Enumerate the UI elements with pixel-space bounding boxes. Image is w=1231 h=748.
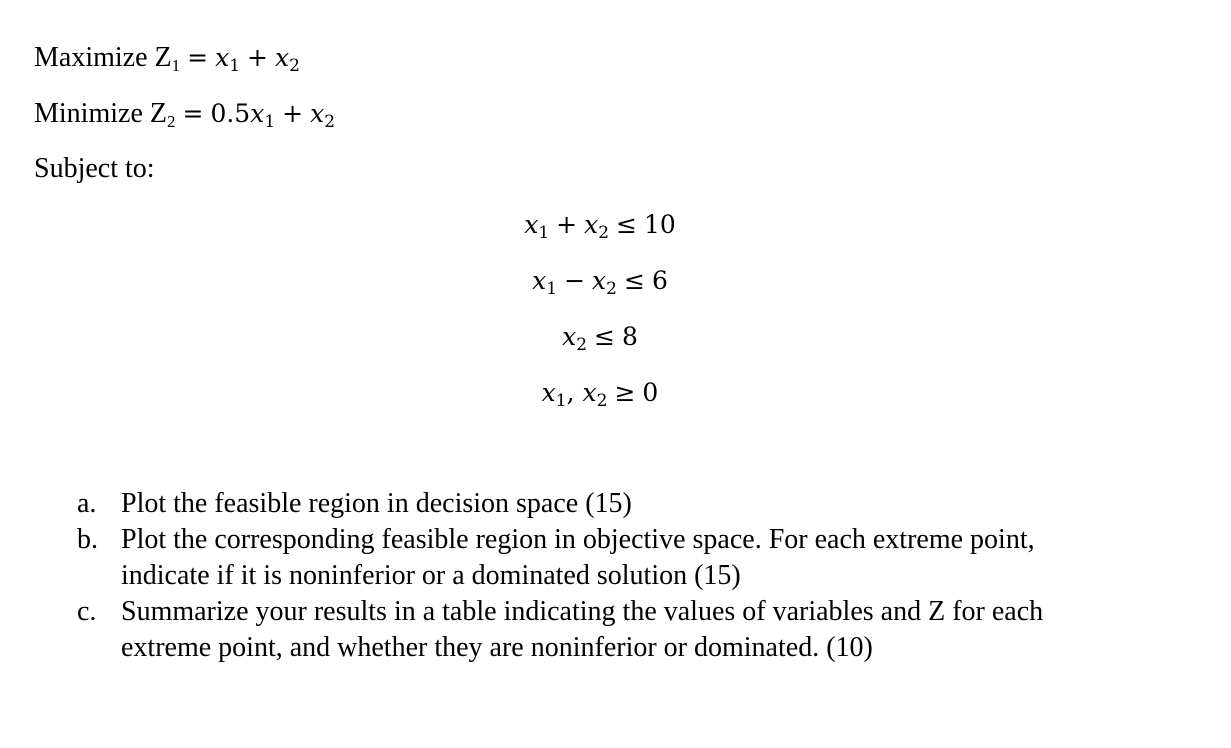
question-b-label: b.: [77, 524, 98, 555]
constraint-3: $x_2 \le 8$: [562, 322, 638, 355]
question-c-text: Summarize your results in a table indicating the values of variables and Z for each extreme point, and whether they are noninferior or dominated. (10): [121, 596, 1044, 663]
objective-max-sub: 1: [171, 56, 181, 75]
question-a-label: a.: [77, 488, 97, 519]
question-a-text: Plot the feasible region in decision space (15): [121, 488, 632, 519]
objective-min-label: Minimize Z: [34, 98, 167, 129]
constraint-4: $x_1$, $x_2 \ge 0$: [541, 378, 659, 411]
objective-min-sub: 2: [166, 112, 176, 131]
constraint-1: $x_1 + x_2 \le 10$: [524, 210, 676, 243]
subject-to-label: Subject to:: [34, 153, 155, 184]
objective-min-expression: = $0.5x_1 + x_2$: [182, 99, 336, 132]
objective-max: [34, 42, 300, 74]
objective-min: [34, 98, 335, 130]
question-b-text: Plot the corresponding feasible region in objective space. For each extreme point, indicate if it is noninferior or a dominated solution (15): [121, 524, 1035, 591]
objective-max-label: Maximize Z: [34, 42, 172, 73]
objective-max-expression: = $x_1 + x_2$: [187, 43, 300, 76]
constraint-2: $x_1 - x_2 \le 6$: [532, 266, 668, 299]
question-c-label: c.: [77, 596, 97, 627]
